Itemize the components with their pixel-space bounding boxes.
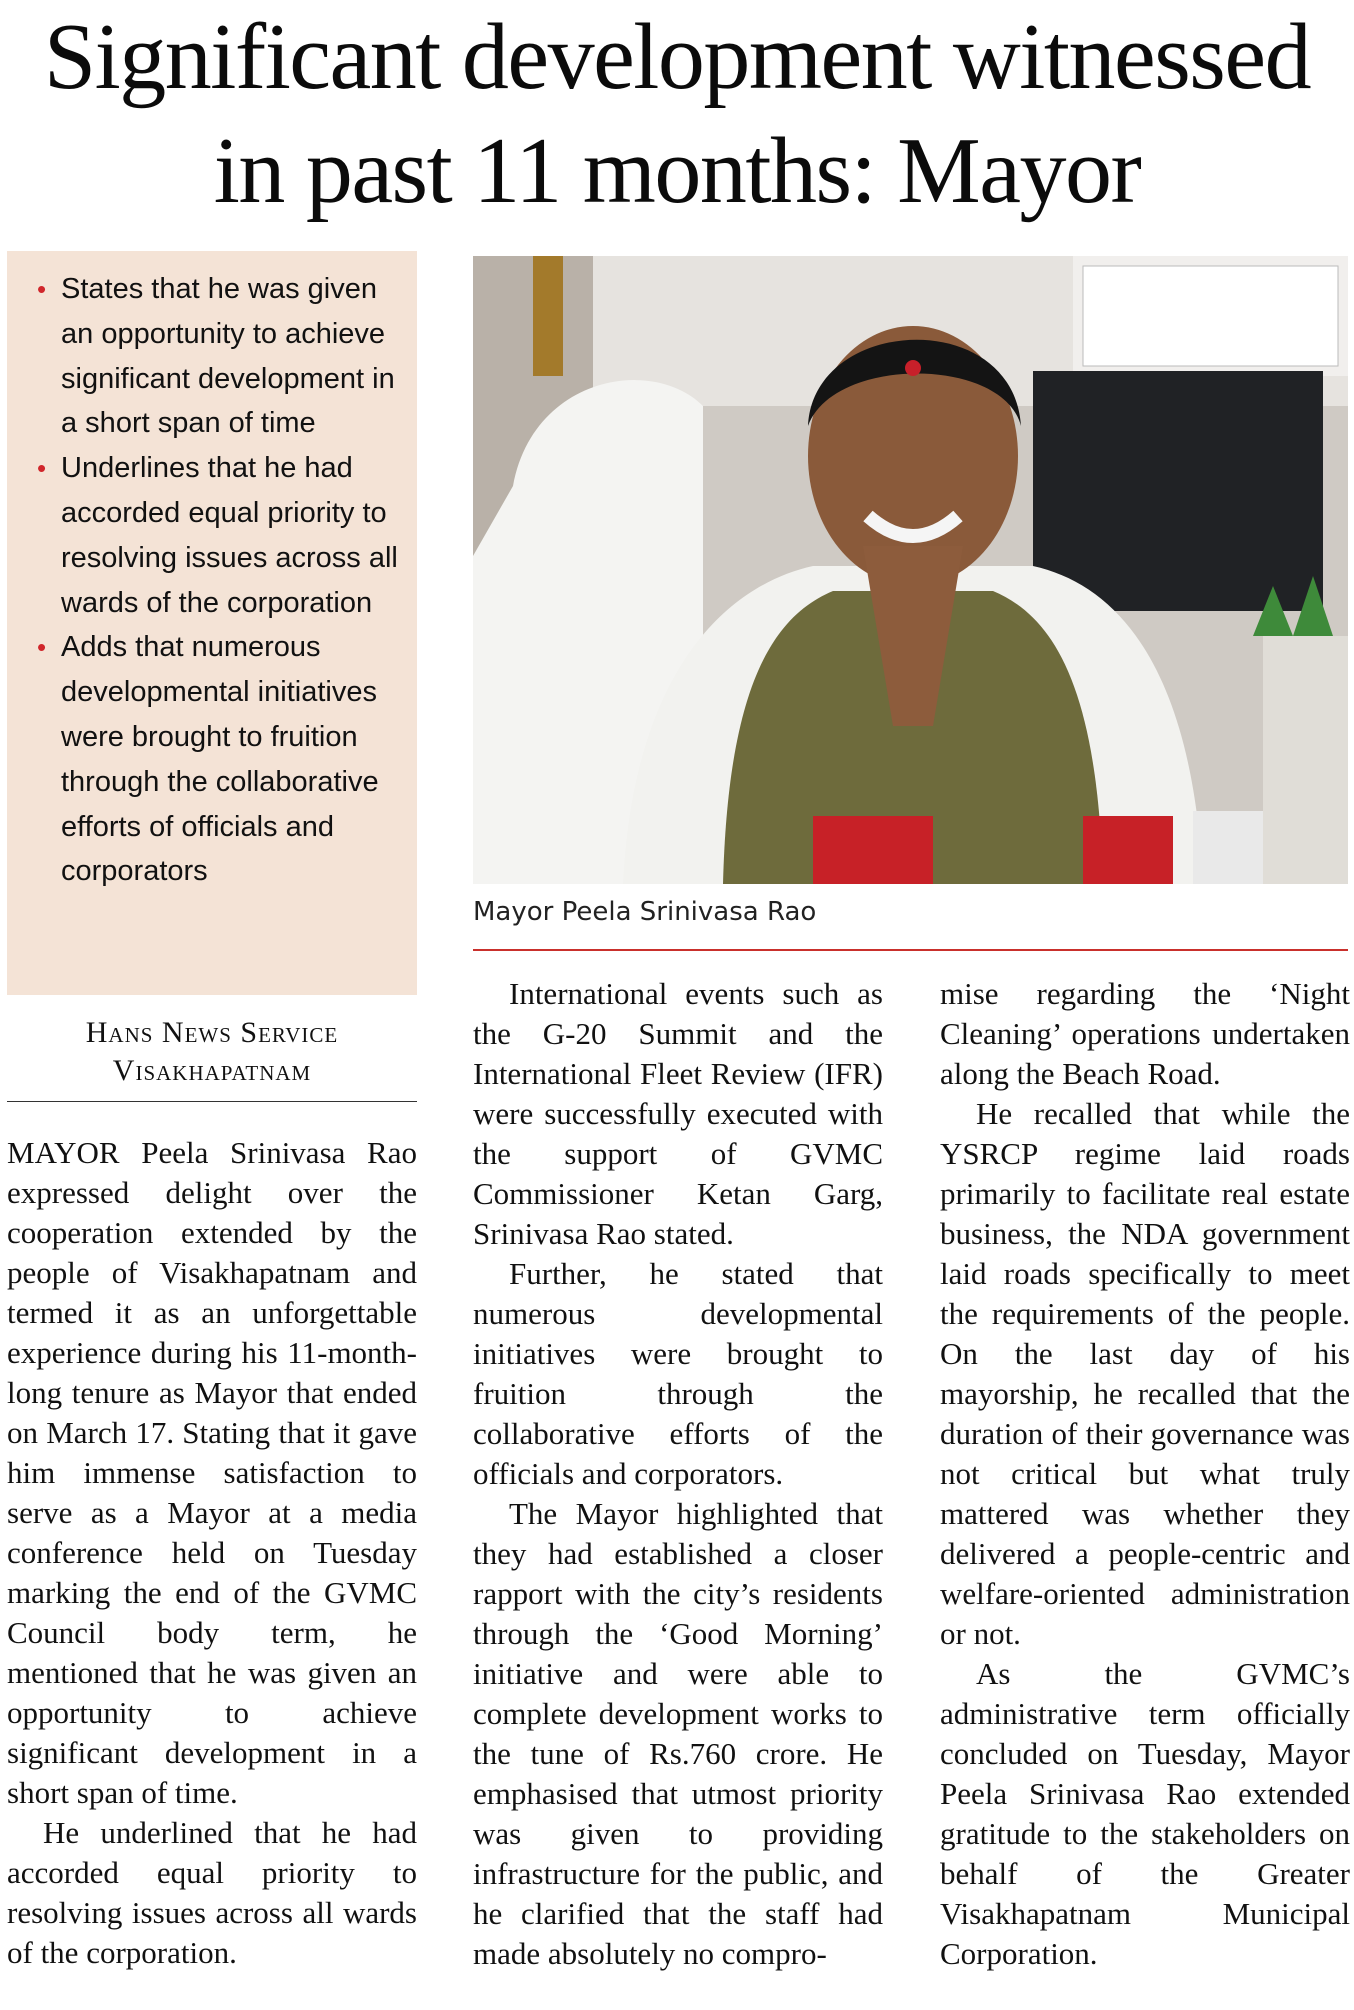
paragraph: As the GVMC’s administrative term officially concluded on Tuesday, Mayor Peela Srinivasa Rao extended gratitude to the stakeholders on behalf of the Greater Visakhapatnam Municipal Corporation. [940, 1656, 1350, 1971]
mayor-photo [473, 256, 1348, 884]
article-column-1 [7, 1133, 417, 2010]
highlight-item [33, 446, 407, 625]
paragraph: International events such as the G-20 Summit and the International Fleet Review (IFR) were successfully executed with the support of GVMC Commissioner Ketan Garg, Srinivasa Rao stated. [473, 976, 883, 1251]
paragraph: He underlined that he had accorded equal priority to resolving issues across all wards of the corporation. [7, 1815, 417, 1970]
paragraph: MAYOR Peela Srinivasa Rao expressed delight over the cooperation extended by the people of Visakhapatnam and termed it as an unforgettable experience during his 11-month-long tenure as Mayor that ended on March 17. Stating that it gave him immense satisfaction to serve as a Mayor at a media conference held on Tuesday marking the end of the GVMC Council body term, he mentioned that he was given an opportunity to achieve significant development in a short span of time. [7, 1135, 417, 1810]
article-column-3 [940, 974, 1350, 2010]
highlight-text: States that he was given an opportunity to achieve significant development in a short span of time [61, 273, 395, 440]
bullet-icon: • [37, 453, 47, 484]
headline-line-2: in past 11 months: Mayor [213, 119, 1141, 223]
headline [0, 0, 1354, 228]
paragraph: The Mayor highlighted that they had established a closer rapport with the city’s residents through the ‘Good Morning’ initiative and were able to complete development works to the tune of Rs.760 crore. He emphasised that utmost priority was given to providing infrastructure for the public, and he clarified that the staff had made absolutely no compro- [473, 1496, 883, 1971]
headline-line-1: Significant development witnessed [43, 5, 1311, 109]
byline-divider [7, 1101, 417, 1102]
highlight-item [33, 625, 407, 894]
highlight-text: Adds that numerous developmental initiatives were brought to fruition through the collaborative efforts of officials and corporators [61, 631, 379, 888]
caption-divider [473, 949, 1348, 951]
highlights-box [7, 251, 417, 995]
paragraph: He recalled that while the YSRCP regime laid roads primarily to facilitate real estate business, the NDA government laid roads specifically to meet the requirements of the people. On the last day of his mayorship, he recalled that the duration of their governance was not critical but what truly mattered was whether they delivered a people-centric and welfare-oriented administration or not. [940, 1096, 1350, 1651]
paragraph: mise regarding the ‘Night Cleaning’ operations undertaken along the Beach Road. [940, 976, 1350, 1091]
highlight-item [33, 267, 407, 446]
byline-place: Visakhapatnam [112, 1054, 312, 1087]
photo-caption: Mayor Peela Srinivasa Rao [473, 897, 817, 927]
highlight-text: Underlines that he had accorded equal priority to resolving issues across all wards of the corporation [61, 452, 398, 619]
byline [7, 1014, 417, 1090]
bullet-icon: • [37, 632, 47, 663]
byline-agency: Hans News Service [85, 1016, 339, 1049]
bullet-icon: • [37, 274, 47, 304]
paragraph: Further, he stated that numerous developmental initiatives were brought to fruition through the collaborative efforts of the officials and corporators. [473, 1256, 883, 1491]
article-column-2 [473, 974, 883, 2010]
